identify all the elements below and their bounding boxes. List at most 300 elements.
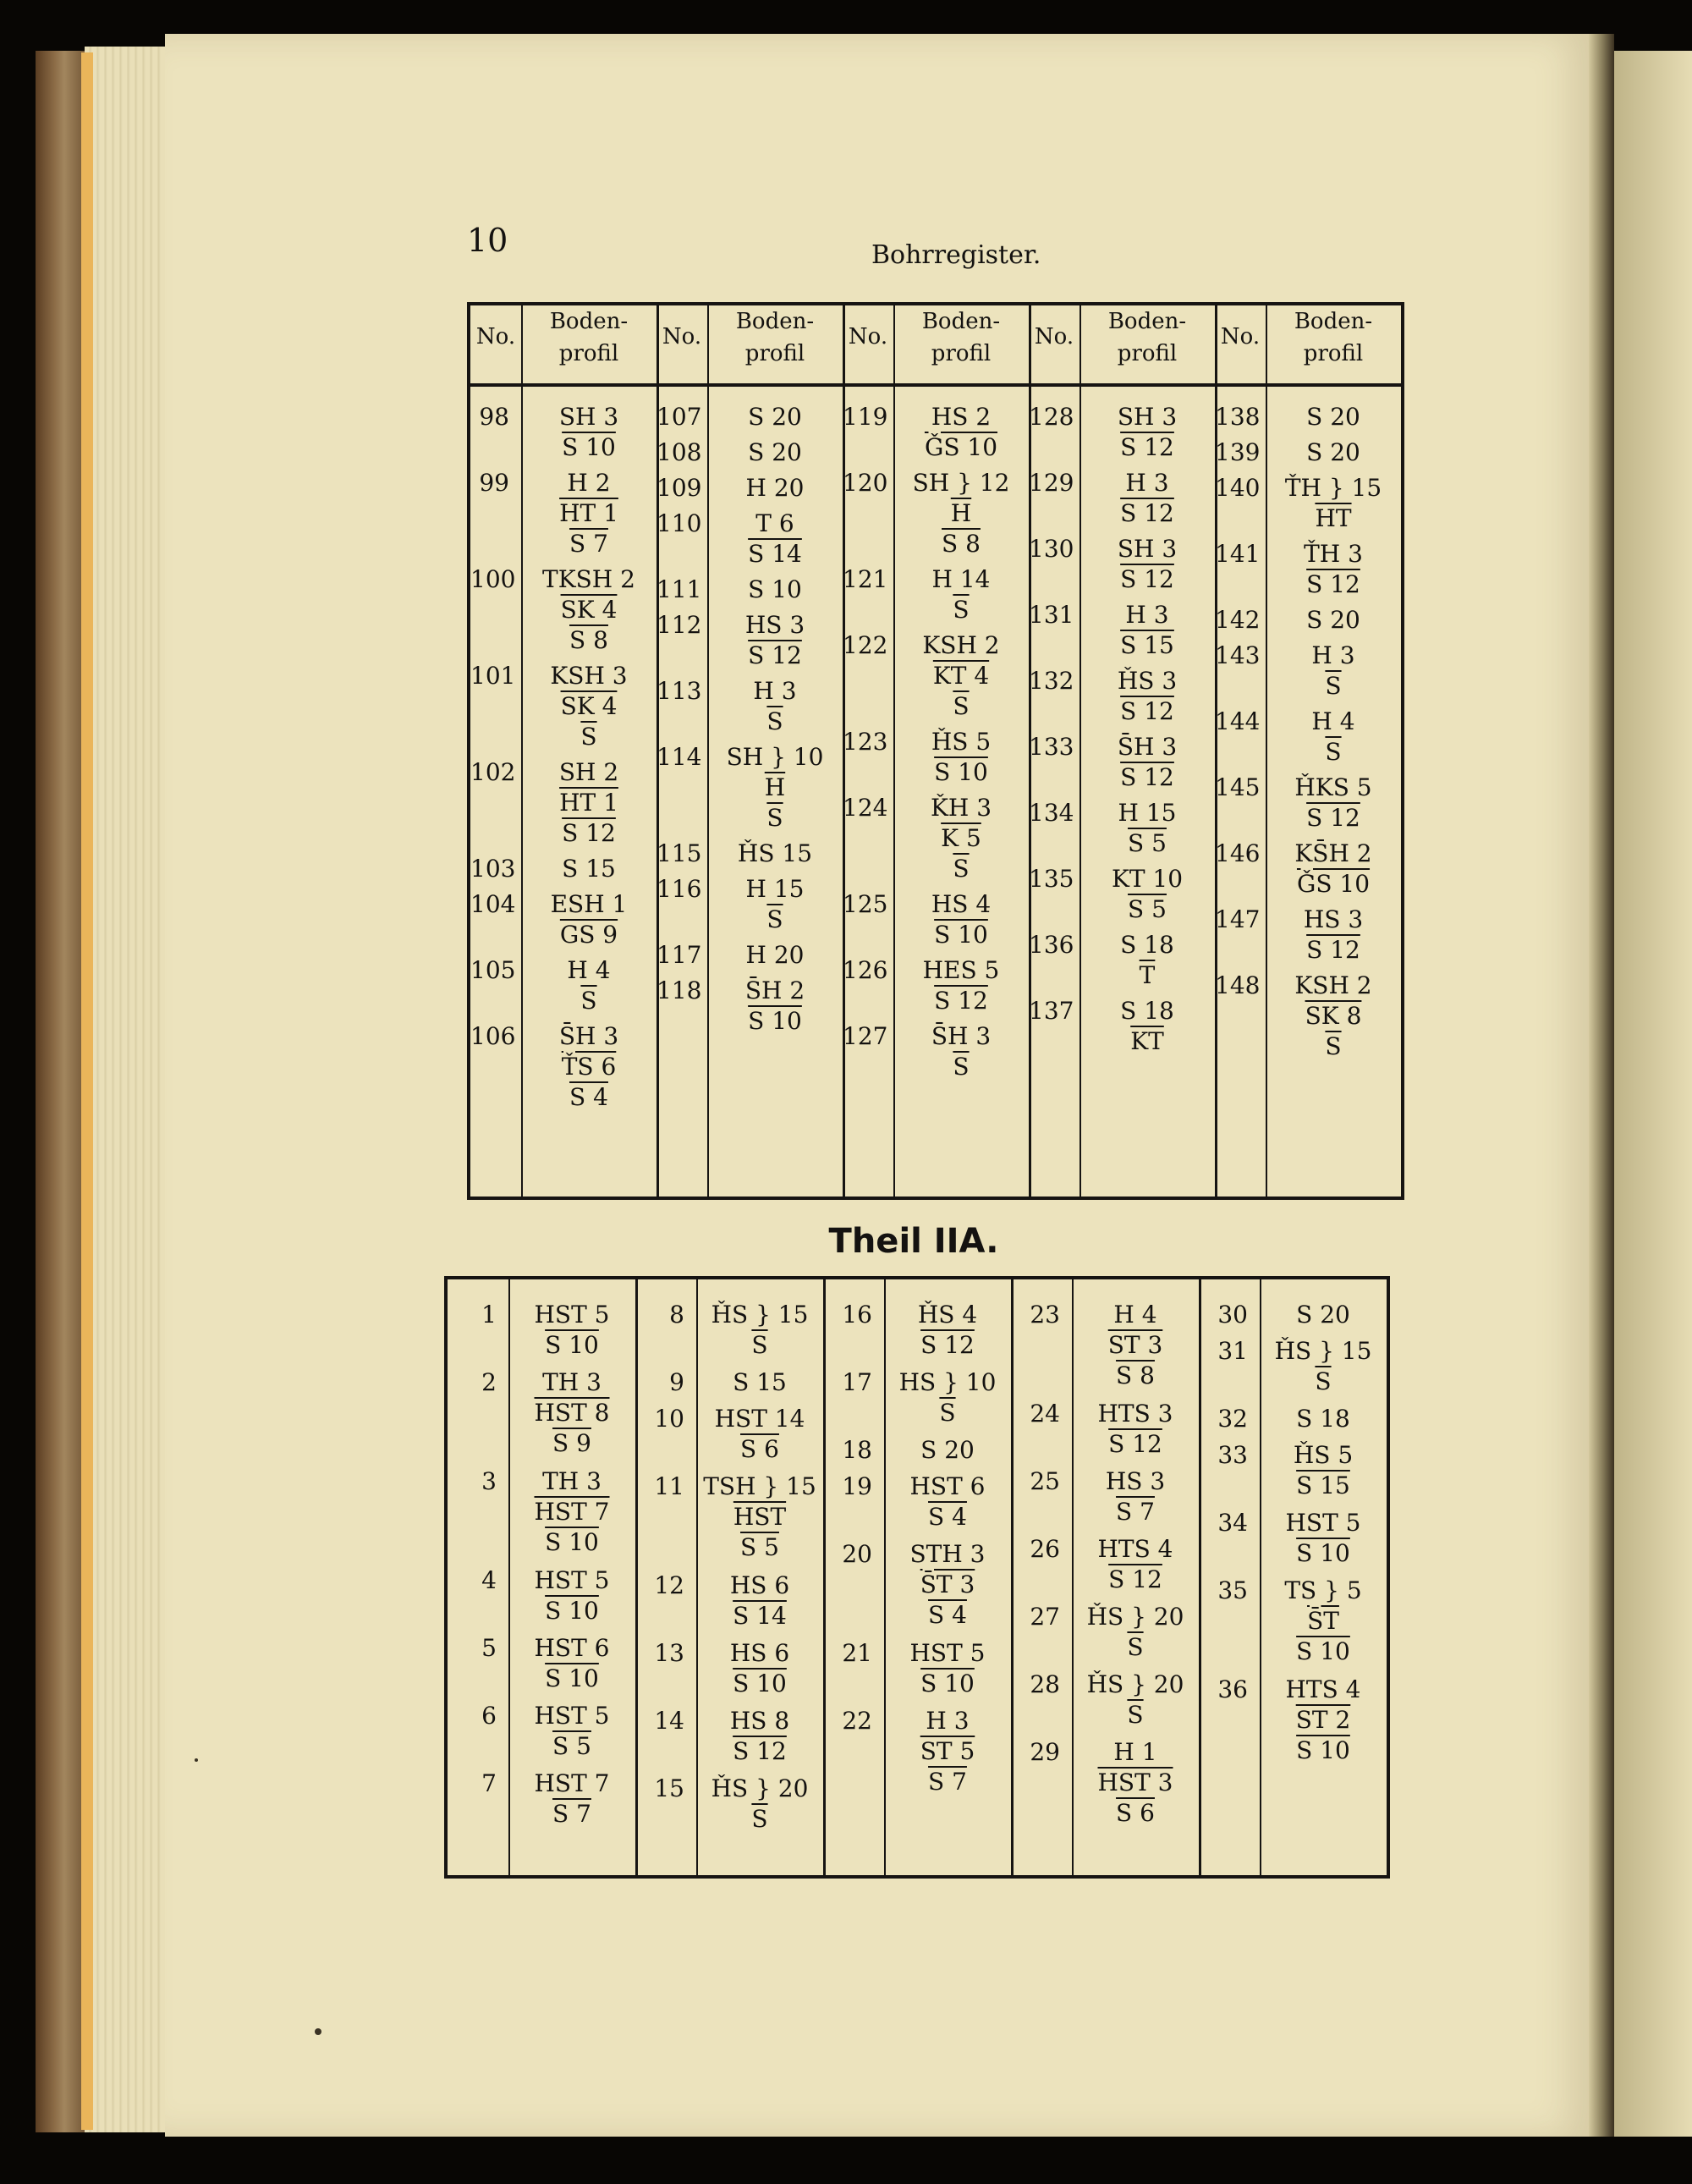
profile-line: S 12 (1108, 1430, 1162, 1458)
page-number: 10 (467, 222, 508, 259)
entry-profile (528, 661, 650, 752)
profile-line: H 14 (931, 565, 991, 593)
profile-line: S 8 (1116, 1362, 1155, 1389)
profile-line: S 10 (545, 1597, 599, 1625)
profile-line: ST 2 (1295, 1706, 1351, 1734)
entry-profile (714, 940, 836, 971)
entry-no: 23 (1030, 1301, 1060, 1329)
profile-line: TS } 5 (1284, 1576, 1362, 1604)
profile-line: S 10 (748, 575, 802, 603)
entry-profile (703, 1706, 816, 1767)
entry-no: 135 (1029, 865, 1074, 893)
entry-no: 106 (470, 1022, 516, 1050)
profile-line: H 20 (745, 474, 805, 502)
entry-profile (714, 509, 836, 569)
profile-line: S 7 (552, 1800, 591, 1828)
entry-profile (900, 727, 1022, 788)
profile-line: $\overline{S}$ (1325, 672, 1342, 700)
profile-line: $\overline{S}$ (939, 1399, 956, 1427)
entry-profile (891, 1367, 1004, 1428)
profile-line: S 5 (1128, 829, 1167, 857)
profile-line: S 6 (1116, 1799, 1155, 1827)
profile-line: HST 5 (534, 1301, 610, 1329)
entry-profile (1086, 798, 1208, 859)
entry-no: 8 (669, 1301, 684, 1329)
profile-line: S 12 (1120, 433, 1174, 461)
profile-line: HST 5 (909, 1639, 986, 1667)
profile-line: S 12 (1306, 570, 1360, 598)
profile-line: S 8 (569, 626, 608, 654)
entry-no: 14 (654, 1707, 684, 1735)
profile-line: S 10 (748, 1007, 802, 1035)
entry-profile (1086, 930, 1208, 991)
profile-line: ǨH 3 (930, 794, 992, 822)
entry-no: 118 (656, 976, 702, 1004)
profile-line: S 10 (733, 1670, 787, 1697)
header-profile-line: Boden- (1294, 309, 1373, 334)
entry-no: 27 (1030, 1603, 1060, 1631)
entry-profile (515, 1769, 629, 1829)
entry-profile (714, 437, 836, 468)
entry-profile (1079, 1300, 1192, 1391)
entry-no: 147 (1215, 905, 1261, 933)
profile-line: HST 6 (909, 1472, 986, 1500)
entry-no: 103 (470, 855, 516, 883)
entry-profile (515, 1300, 629, 1361)
profile-line: SK 4 (560, 692, 618, 720)
entry-profile (891, 1300, 1004, 1361)
entry-no: 32 (1217, 1405, 1248, 1433)
entry-no: 146 (1215, 839, 1261, 867)
profile-line: $\overline{S}$ (580, 723, 597, 751)
entry-no: 134 (1029, 799, 1074, 827)
profile-line: ȞS } 15 (711, 1301, 809, 1329)
profile-line: S 12 (920, 1331, 975, 1359)
entry-no: 13 (654, 1639, 684, 1667)
profile-line: H 15 (745, 875, 805, 903)
profile-line: S 15 (1120, 631, 1174, 659)
entry-profile (1272, 773, 1394, 833)
header-no: No. (848, 324, 888, 349)
entry-profile (900, 402, 1022, 463)
profile-line: S 20 (1296, 1301, 1350, 1329)
entry-no: 148 (1215, 971, 1261, 999)
book-binding (36, 51, 88, 2132)
entry-profile (703, 1472, 816, 1563)
entry-no: 144 (1215, 707, 1261, 735)
profile-line: SH } 12 (912, 469, 1010, 497)
entry-no: 4 (481, 1566, 497, 1594)
entry-no: 101 (470, 662, 516, 690)
running-title: Bohrregister. (871, 240, 1041, 270)
profile-line: S 7 (1116, 1498, 1155, 1526)
profile-line: S 6 (740, 1435, 779, 1463)
profile-line: S 12 (733, 1737, 787, 1765)
entry-no: 138 (1215, 403, 1261, 431)
entry-no: 143 (1215, 641, 1261, 669)
entry-profile (528, 889, 650, 950)
entry-profile (703, 1774, 816, 1835)
profile-line: KT 4 (932, 662, 990, 690)
entry-profile (1272, 839, 1394, 899)
profile-line: KT 10 (1111, 865, 1184, 893)
entry-profile (703, 1300, 816, 1361)
profile-line: HT 1 (559, 789, 618, 817)
header-profile-line: Boden- (549, 309, 629, 334)
entry-profile (1079, 1399, 1192, 1460)
entry-profile (1272, 605, 1394, 635)
profile-line: S̄H 2 (744, 976, 805, 1004)
profile-line: HS 2 (931, 403, 992, 431)
entry-no: 98 (479, 403, 509, 431)
entry-no: 31 (1217, 1337, 1248, 1365)
profile-line: K 5 (941, 824, 981, 852)
column-rule (696, 1276, 698, 1875)
entry-no: 21 (842, 1639, 872, 1667)
profile-line: TH 3 (542, 1368, 602, 1396)
profile-line: $\overline{S}$ (953, 1053, 970, 1081)
entry-profile (1272, 437, 1394, 468)
profile-line: HS 8 (729, 1707, 790, 1735)
profile-line: HST 3 (1097, 1769, 1173, 1796)
profile-line: HS 6 (729, 1639, 790, 1667)
entry-no: 139 (1215, 438, 1261, 466)
profile-line: S 7 (569, 530, 608, 558)
page-edges (85, 47, 169, 2132)
entry-profile (1272, 971, 1394, 1062)
profile-line: ŤH } 15 (1284, 474, 1382, 502)
profile-line: HTS 3 (1097, 1400, 1173, 1428)
column-rule (1072, 1276, 1074, 1875)
entry-profile (900, 889, 1022, 950)
profile-line: S 10 (934, 758, 988, 786)
entry-no: 1 (481, 1301, 497, 1329)
entry-profile (900, 955, 1022, 1016)
profile-line: S 12 (562, 819, 616, 847)
entry-profile (703, 1367, 816, 1398)
entry-no: 108 (656, 438, 702, 466)
profile-line: HST 14 (714, 1405, 805, 1433)
profile-line: S 9 (552, 1429, 591, 1457)
profile-line: HS 3 (1303, 905, 1364, 933)
profile-line: HTS 4 (1285, 1675, 1361, 1703)
profile-line: H 3 (1125, 469, 1169, 497)
book-gutter (1589, 34, 1614, 2137)
profile-line: KSH 2 (1294, 971, 1372, 999)
profile-line: ȞS 5 (1293, 1441, 1354, 1469)
entry-no: 28 (1030, 1670, 1060, 1698)
entry-profile (714, 575, 836, 605)
column-rule (893, 305, 895, 1197)
profile-line: S 10 (934, 921, 988, 949)
header-profile (1266, 305, 1401, 370)
entry-profile (1272, 905, 1394, 965)
profile-line: S 15 (562, 855, 616, 883)
entry-no: 99 (479, 469, 509, 497)
profile-line: SH } 10 (726, 743, 824, 771)
entry-profile (714, 402, 836, 432)
profile-line: ȞS 15 (737, 839, 813, 867)
entry-no: 115 (656, 839, 702, 867)
entry-no: 120 (843, 469, 888, 497)
profile-line: S 12 (1120, 499, 1174, 527)
table-top-rule (448, 1276, 1387, 1279)
profile-line: S 10 (545, 1664, 599, 1692)
entry-no: 109 (656, 474, 702, 502)
profile-line: ST 3 (1107, 1331, 1163, 1359)
profile-line: ǦS 10 (1296, 870, 1371, 898)
entry-profile (1079, 1670, 1192, 1730)
profile-line: $\overline{T}$ (1139, 961, 1156, 989)
header-no: No. (1034, 324, 1074, 349)
profile-line: H 4 (567, 956, 611, 984)
profile-line: $\overline{S}$ (1325, 738, 1342, 766)
entry-no: 110 (656, 509, 702, 537)
profile-line: S 7 (928, 1768, 967, 1796)
profile-line: S 20 (1306, 606, 1360, 634)
entry-profile (900, 1021, 1022, 1082)
entry-no: 131 (1029, 601, 1074, 629)
profile-line: $\overline{HST}$ (733, 1503, 787, 1531)
entry-profile (900, 468, 1022, 559)
entry-profile (528, 854, 650, 884)
paper-speck (195, 1758, 198, 1762)
entry-no: 26 (1030, 1535, 1060, 1563)
profile-line: S 10 (545, 1331, 599, 1359)
profile-line: ŤH 3 (1304, 540, 1363, 568)
entry-no: 107 (656, 403, 702, 431)
entry-no: 113 (656, 677, 702, 705)
header-profile (707, 305, 843, 370)
profile-line: H 15 (1118, 799, 1177, 827)
profile-line: S 10 (1296, 1539, 1350, 1567)
column-rule (508, 1276, 510, 1875)
profile-line: $\overline{HT}$ (1315, 504, 1352, 532)
entry-no: 10 (654, 1405, 684, 1433)
header-profile-line: profil (931, 341, 992, 366)
page-edge-colored (81, 52, 93, 2130)
column-rule (1079, 305, 1081, 1197)
profile-line: $\overline{H}$ (764, 773, 786, 801)
entry-profile (1266, 1576, 1380, 1667)
header-no: No. (1220, 324, 1261, 349)
entry-profile (515, 1633, 629, 1694)
column-rule (1266, 305, 1267, 1197)
profile-line: $\overline{S}$ (1127, 1633, 1144, 1661)
profile-line: ȞS 5 (931, 728, 992, 756)
profile-line: S̄T (1307, 1607, 1339, 1635)
entry-profile (1266, 1300, 1380, 1330)
profile-line: TSH } 15 (703, 1472, 816, 1500)
entry-profile (1086, 600, 1208, 661)
column-rule (1011, 1276, 1014, 1875)
entry-no: 114 (656, 743, 702, 771)
bore-register-table-part2 (444, 1276, 1390, 1879)
profile-line: S 5 (552, 1732, 591, 1760)
entry-profile (1272, 641, 1394, 701)
profile-line: $\overline{H}$ (950, 499, 972, 527)
header-profile (893, 305, 1029, 370)
entry-no: 11 (654, 1472, 684, 1500)
entry-no: 19 (842, 1472, 872, 1500)
profile-line: S 20 (748, 438, 802, 466)
profile-line: S 12 (748, 641, 802, 669)
profile-line: H 1 (1113, 1738, 1157, 1766)
profile-line: S̄H 3 (558, 1022, 619, 1050)
profile-line: H 20 (745, 941, 805, 969)
profile-line: ǦS 10 (924, 433, 998, 461)
profile-line: $\overline{S}$ (1325, 1032, 1342, 1060)
entry-no: 117 (656, 941, 702, 969)
entry-no: 33 (1217, 1441, 1248, 1469)
entry-no: 145 (1215, 773, 1261, 801)
entry-no: 122 (843, 631, 888, 659)
profile-line: H 3 (753, 677, 797, 705)
profile-line: S 10 (920, 1670, 975, 1697)
profile-line: ȞS } 20 (1086, 1603, 1184, 1631)
entry-no: 100 (470, 565, 516, 593)
entry-no: 125 (843, 890, 888, 918)
facing-page (1614, 51, 1692, 2137)
entry-profile (1086, 666, 1208, 727)
entry-no: 132 (1029, 667, 1074, 695)
entry-profile (900, 793, 1022, 884)
profile-line: S̄H 3 (931, 1022, 992, 1050)
entry-profile (891, 1706, 1004, 1797)
profile-line: $\overline{S}$ (766, 707, 783, 735)
entry-no: 15 (654, 1774, 684, 1802)
profile-line: HST 7 (534, 1769, 610, 1797)
entry-no: 111 (656, 575, 702, 603)
profile-line: ȞS 4 (917, 1301, 978, 1329)
header-no: No. (475, 324, 516, 349)
profile-line: $\overline{S}$ (953, 855, 970, 883)
bore-register-table-part1 (467, 302, 1404, 1200)
entry-no: 2 (481, 1368, 497, 1396)
entry-profile (1086, 402, 1208, 463)
entry-no: 130 (1029, 535, 1074, 563)
profile-line: S 18 (1120, 997, 1174, 1025)
entry-profile (891, 1472, 1004, 1532)
profile-line: S 12 (1120, 697, 1174, 725)
profile-line: $\overline{S}$ (751, 1331, 768, 1359)
entry-profile (891, 1638, 1004, 1699)
entry-no: 36 (1217, 1675, 1248, 1703)
profile-line: HST 5 (534, 1566, 610, 1594)
entry-no: 24 (1030, 1400, 1060, 1428)
entry-no: 16 (842, 1301, 872, 1329)
entry-no: 123 (843, 728, 888, 756)
profile-line: $\overline{S}$ (953, 692, 970, 720)
entry-profile (714, 839, 836, 869)
entry-profile (714, 976, 836, 1037)
column-rule (707, 305, 709, 1197)
entry-profile (1086, 534, 1208, 595)
profile-line: S 20 (920, 1436, 975, 1464)
entry-no: 127 (843, 1022, 888, 1050)
entry-no: 30 (1217, 1301, 1248, 1329)
entry-no: 17 (842, 1368, 872, 1396)
entry-no: 112 (656, 611, 702, 639)
profile-line: S 18 (1296, 1405, 1350, 1433)
entry-profile (900, 564, 1022, 625)
entry-no: 140 (1215, 474, 1261, 502)
profile-line: S 4 (928, 1503, 967, 1531)
profile-line: T 6 (755, 509, 794, 537)
profile-line: HT 1 (559, 499, 618, 527)
entry-no: 105 (470, 956, 516, 984)
entry-no: 104 (470, 890, 516, 918)
profile-line: S 10 (545, 1528, 599, 1556)
header-no: No. (662, 324, 702, 349)
entry-no: 35 (1217, 1576, 1248, 1604)
profile-line: HS 3 (744, 611, 805, 639)
entry-no: 129 (1029, 469, 1074, 497)
profile-line: H 3 (1311, 641, 1355, 669)
entry-profile (515, 1367, 629, 1459)
header-profile (521, 305, 656, 370)
profile-line: HS } 10 (898, 1368, 997, 1396)
profile-line: S 12 (1108, 1565, 1162, 1593)
profile-line: $\overline{S}$ (766, 905, 783, 933)
profile-line: S̄H 3 (1117, 733, 1178, 761)
profile-line: ȞS 3 (1117, 667, 1178, 695)
entry-profile (528, 955, 650, 1016)
entry-no: 102 (470, 758, 516, 786)
profile-line: H 2 (567, 469, 611, 497)
entry-profile (714, 742, 836, 833)
entry-no: 126 (843, 956, 888, 984)
entry-profile (528, 757, 650, 849)
entry-profile (528, 468, 650, 559)
entry-profile (1272, 402, 1394, 432)
header-profile-line: profil (558, 341, 619, 366)
entry-no: 133 (1029, 733, 1074, 761)
profile-line: HS 3 (1105, 1467, 1166, 1495)
profile-line: HST 6 (534, 1634, 610, 1662)
profile-line: STH 3 (909, 1540, 986, 1568)
entry-profile (1086, 732, 1208, 793)
profile-line: $\overline{S}$ (766, 804, 783, 832)
entry-profile (1086, 996, 1208, 1057)
entry-profile (1079, 1534, 1192, 1595)
profile-line: SH 3 (1117, 403, 1178, 431)
profile-line: S̄T 3 (920, 1571, 975, 1598)
entry-profile (703, 1404, 816, 1465)
entry-profile (703, 1638, 816, 1699)
profile-line: KSH 2 (922, 631, 1000, 659)
entry-profile (515, 1466, 629, 1558)
profile-line: S 20 (1306, 438, 1360, 466)
profile-line: $\overline{KT}$ (1130, 1027, 1164, 1055)
entry-profile (515, 1565, 629, 1626)
entry-profile (714, 676, 836, 737)
entry-no: 124 (843, 794, 888, 822)
profile-line: S 12 (1120, 565, 1174, 593)
profile-line: $\overline{S}$ (751, 1805, 768, 1833)
entry-no: 5 (481, 1634, 497, 1662)
profile-line: S 14 (733, 1602, 787, 1630)
profile-line: S 12 (934, 987, 988, 1015)
entry-profile (1079, 1602, 1192, 1663)
profile-line: $\overline{S}$ (1315, 1367, 1332, 1395)
profile-line: H 4 (1113, 1301, 1157, 1329)
entry-no: 34 (1217, 1509, 1248, 1537)
profile-line: HST 8 (534, 1399, 610, 1427)
profile-line: $\overline{S}$ (1127, 1701, 1144, 1729)
profile-line: TKSH 2 (542, 565, 635, 593)
profile-line: HTS 4 (1097, 1535, 1173, 1563)
